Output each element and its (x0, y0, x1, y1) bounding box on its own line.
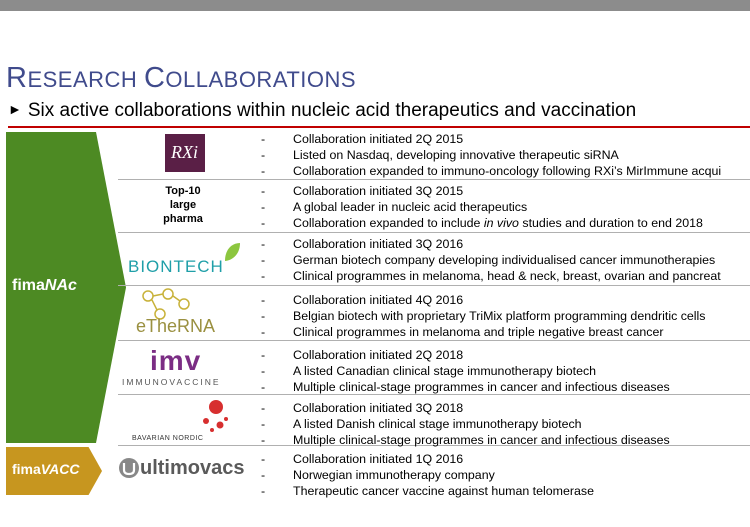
bullet-item: - Clinical programmes in melanoma, head & neck, breast, ovarian and pancreat (261, 268, 750, 284)
fimavacc-label (12, 461, 79, 477)
page-title (6, 62, 356, 95)
etherna-bullets (261, 292, 750, 340)
title-rest-2: OLLABORATIONS (165, 67, 357, 92)
bullet-item: - Collaboration initiated 2Q 2018 (261, 347, 750, 363)
etherna-logo-text: eTheRNA (136, 316, 216, 336)
bullet-item: - Collaboration initiated 3Q 2018 (261, 400, 750, 416)
rxi-logo-text: RXi (171, 142, 198, 162)
pharma-label: Top-10 large pharma (163, 185, 203, 225)
collaboration-row-bavarian (118, 395, 750, 446)
bullet-text: studies and duration to end 2018 (518, 216, 703, 230)
bullet-item: - Therapeutic cancer vaccine against human telomerase (261, 483, 750, 499)
leaf-icon (222, 241, 242, 263)
title-rest-1: ESEARCH (27, 67, 144, 92)
bullet-item: - Collaboration expanded to immuno-oncology following RXi’s MirImmune acqui (261, 163, 750, 179)
triangle-bullet-icon: ► (8, 101, 22, 117)
imv-logo (118, 341, 248, 394)
rxi-logo (118, 130, 248, 179)
bullet-item: - Clinical programmes in melanoma and triple negative breast cancer (261, 324, 750, 340)
collaboration-row-pharma (118, 180, 750, 233)
pharma-bullets (261, 183, 750, 231)
bavarian-logo-text: BAVARIAN NORDIC (132, 435, 204, 442)
title-cap-c: C (143, 62, 166, 94)
bullet-item: - German biotech company developing individualised cancer immunotherapies (261, 252, 750, 268)
bullet-item: - Collaboration initiated 4Q 2016 (261, 292, 750, 308)
collaboration-row-ultimovacs (118, 447, 750, 497)
fimavacc-prefix: fima (12, 461, 41, 477)
bavarian-bullets (261, 400, 750, 448)
biontech-logo-text: BIONTECH (128, 257, 224, 276)
ultimovacs-logo (118, 447, 248, 497)
ultimovacs-mark-icon (118, 457, 140, 479)
bullet-item: - Norwegian immunotherapy company (261, 467, 750, 483)
collaboration-row-biontech (118, 233, 750, 286)
bullet-item: - Collaboration initiated 2Q 2015 (261, 131, 750, 147)
bullet-item: - Collaboration initiated 1Q 2016 (261, 451, 750, 467)
fimavacc-suffix: VACC (40, 461, 80, 477)
ultimovacs-bullets (261, 451, 750, 499)
title-cap-r: R (6, 62, 28, 94)
etherna-logo (118, 286, 248, 340)
bavarian-logo (118, 395, 248, 445)
bullet-item: - A global leader in nucleic acid therapeutics (261, 199, 750, 215)
imv-logo-text: imv (150, 345, 202, 376)
bullet-item: - Listed on Nasdaq, developing innovative therapeutic siRNA (261, 147, 750, 163)
bullet-item: - Collaboration initiated 3Q 2015 (261, 183, 750, 199)
imv-logo-subtext: IMMUNOVACCINE (122, 377, 221, 387)
imv-bullets (261, 347, 750, 395)
pharma-logo (118, 180, 248, 232)
dots-icon (194, 397, 234, 435)
bullet-item: - Collaboration initiated 3Q 2016 (261, 236, 750, 252)
bullet-item: - A listed Danish clinical stage immunotherapy biotech (261, 416, 750, 432)
biontech-logo (118, 233, 248, 285)
fimanac-prefix: fima (12, 277, 45, 294)
biontech-bullets (261, 236, 750, 284)
bullet-item (261, 215, 750, 231)
fimanac-suffix: NAc (44, 277, 77, 294)
bullet-text: Collaboration expanded to include (293, 216, 484, 230)
fimanac-label (12, 277, 77, 295)
rxi-logo-box (165, 134, 205, 172)
bullet-item: - Multiple clinical-stage programmes in cancer and infectious diseases (261, 432, 750, 448)
title-divider (8, 126, 750, 128)
rxi-bullets (261, 131, 750, 179)
bullet-item: - Belgian biotech with proprietary TriMix platform programming dendritic cells (261, 308, 750, 324)
bullet-italic: in vivo (483, 216, 519, 230)
ultimovacs-logo-text: ultimovacs (140, 457, 245, 479)
collaboration-row-imv (118, 341, 750, 395)
collaboration-row-etherna (118, 286, 750, 341)
bullet-item: - Multiple clinical-stage programmes in cancer and infectious diseases (261, 379, 750, 395)
subtitle-text: Six active collaborations within nucleic acid therapeutics and vaccination (27, 100, 637, 121)
top-bar (0, 0, 750, 11)
collaboration-row-rxi (118, 130, 750, 180)
bullet-item: - A listed Canadian clinical stage immunotherapy biotech (261, 363, 750, 379)
subtitle (8, 100, 636, 122)
